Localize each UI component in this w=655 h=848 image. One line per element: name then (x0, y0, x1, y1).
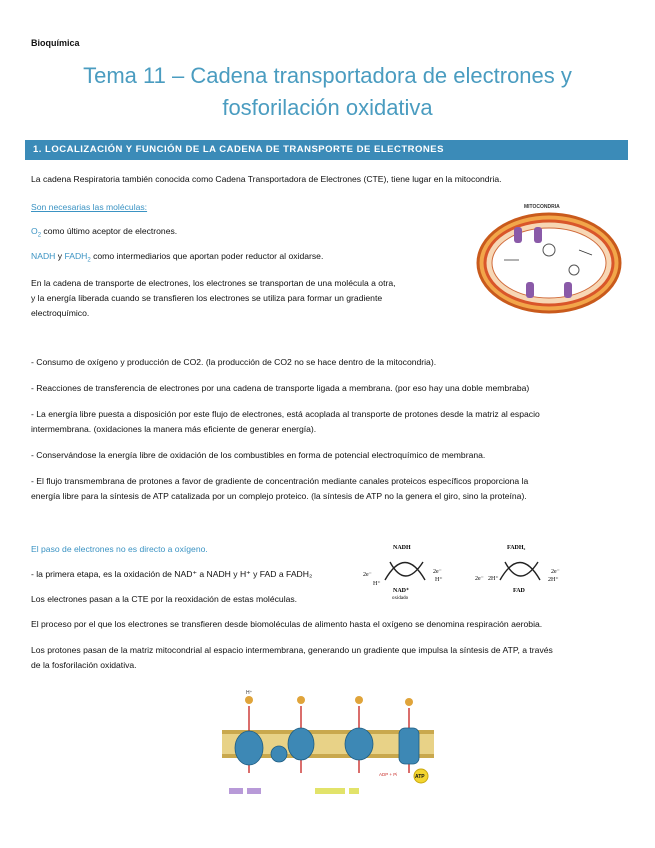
matrix (492, 228, 606, 298)
section-heading-bar (25, 140, 628, 160)
fadh-cycle-top: FADH₂ (507, 545, 526, 551)
o2-line (31, 224, 177, 243)
nadh-right-h: H⁺ (435, 577, 443, 583)
complex-1 (514, 227, 522, 243)
fadh-subscript: 2 (87, 257, 91, 264)
page-title (40, 60, 615, 124)
nadh-cycle-bottom: NAD⁺ (393, 588, 410, 594)
fadh-cycle (475, 545, 560, 594)
atp-label: ATP (415, 774, 425, 780)
nadh-cycle (363, 545, 443, 601)
fadh-term: FADH (64, 251, 88, 261)
protones-line-b: de la fosforilación oxidativa. (31, 660, 137, 670)
bullet-4: - Conservándose la energía libre de oxidación de los combustibles en forma de potencial electroquímico de membrana. (31, 450, 486, 460)
section-heading: 1. LOCALIZACIÓN Y FUNCIÓN DE LA CADENA DE TRANSPORTE DE ELECTRONES (33, 144, 444, 155)
title-line-2: fosforilación oxidativa (222, 95, 433, 120)
nadh-cycle-top: NADH (393, 545, 411, 551)
nadh-left-h: H⁺ (373, 581, 381, 587)
fadh-arrow-right (505, 562, 538, 576)
electron-chain-figure (219, 688, 437, 806)
o2-term: O (31, 226, 38, 236)
complex-2 (534, 227, 542, 243)
etapa-line: - la primera etapa, es la oxidación de NAD⁺ a NADH y H⁺ y FAD a FADH₂ (31, 569, 313, 579)
mitochondria-label: MITOCONDRIA (524, 204, 560, 210)
o2-rest: como último aceptor de electrones. (41, 226, 178, 236)
complex-3 (526, 282, 534, 298)
adp-label: ADP + Pi (379, 772, 398, 777)
intro-paragraph: La cadena Respiratoria también conocida como Cadena Transportadora de Electrones (CTE), tiene lugar en la mitocondria. (31, 174, 502, 184)
bullet-5b: energía libre para la síntesis de ATP catalizada por un complejo proteico. (la síntesis de ATP no la genera el giro, sino la proteína). (31, 491, 527, 501)
nadh-line (31, 249, 323, 268)
nadh-left-e: 2e⁻ (363, 572, 372, 578)
fadh-right-e: 2e⁻ (551, 569, 560, 575)
bullet-1: - Consumo de oxígeno y producción de CO2. (la producción de CO2 no se hace dentro de la mitocondria). (31, 357, 437, 367)
fadh-left-e: 2e⁻ (475, 576, 484, 582)
fadh-cycle-bottom: FAD (513, 588, 525, 594)
transport-line-3: electroquímico. (31, 308, 90, 318)
o2-subscript: 2 (37, 232, 42, 239)
nadh-arrow-right (390, 562, 423, 576)
nadh-and: y (55, 251, 65, 261)
proceso-line: El proceso por el que los electrones se transfieren desde biomoléculas de alimento hasta el oxígeno se denomina respiración aerobia. (31, 619, 543, 629)
bullet-3a: - La energía libre puesta a disposición por este flujo de electrones, está acoplada al transporte de protones desde la matriz al espacio (31, 409, 540, 419)
fadh-right-h: 2H⁺ (548, 577, 559, 583)
redox-cycles-figure (355, 540, 585, 605)
bullet-2: - Reacciones de transferencia de electrones por una cadena de transporte ligada a membrana. (por eso hay una doble membraba) (31, 383, 530, 393)
necesarias-heading: Son necesarias las moléculas: (31, 202, 148, 212)
bullet-3b: intermembrana. (oxidaciones la manera más eficiente de generar energía). (31, 424, 317, 434)
pasan-line: Los electrones pasan a la CTE por la reoxidación de estas moléculas. (31, 594, 298, 604)
complex-4 (564, 282, 572, 298)
nadh-cycle-bottom-sub: oxidado (392, 596, 409, 601)
mitochondria-figure (474, 200, 624, 320)
fadh-left-h: 2H⁺ (488, 576, 499, 582)
nadh-rest: como intermediarios que aportan poder reductor al oxidarse. (90, 251, 324, 261)
title-line-1: Tema 11 – Cadena transportadora de electrones y (83, 63, 572, 88)
transport-line-1: En la cadena de transporte de electrones, los electrones se transportan de una molécula a otra, (31, 278, 396, 288)
paso-heading: El paso de electrones no es directo a oxígeno. (31, 544, 208, 554)
transport-line-2: y la energía liberada cuando se transfieren los electrones se utiliza para formar un gradiente (31, 293, 383, 303)
h-label: H⁺ (246, 690, 253, 696)
nadh-term: NADH (31, 251, 56, 261)
nadh-right-e: 2e⁻ (433, 569, 442, 575)
bullet-5a: - El flujo transmembrana de protones a favor de gradiente de concentración mediante canales proteicos específicos proporciona la (31, 476, 529, 486)
protones-line-a: Los protones pasan de la matriz mitocondrial al espacio intermembrana, generando un gradiente que impulsa la síntesis de ATP, a través (31, 645, 553, 655)
course-label: Bioquímica (31, 38, 80, 48)
